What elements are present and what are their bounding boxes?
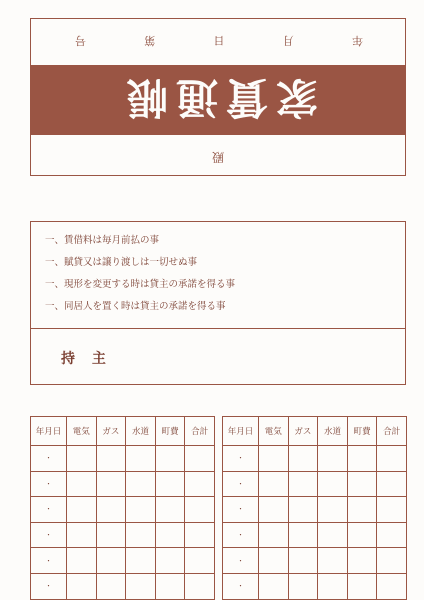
ledger-amount-cell xyxy=(185,573,215,599)
ledger-amount-cell xyxy=(347,548,377,574)
ledger-amount-cell xyxy=(259,522,289,548)
cover-field-day: 日 xyxy=(213,34,225,47)
cover-date-fields xyxy=(31,19,405,63)
ledger-amount-cell xyxy=(288,497,318,523)
cover-field-dai: 第 xyxy=(144,34,156,47)
ledger-amount-cell xyxy=(126,522,156,548)
cover-field-year: 年 xyxy=(352,34,363,47)
ledger-amount-cell xyxy=(67,573,97,599)
ledger-row xyxy=(31,497,215,523)
ledger-row xyxy=(223,548,407,574)
ledger-header-row xyxy=(31,417,215,446)
header-town-fee: 町費 xyxy=(347,417,377,446)
header-town-fee: 町費 xyxy=(155,417,185,446)
ledger-amount-cell xyxy=(155,548,185,574)
ledger-amount-cell xyxy=(347,497,377,523)
ledger-amount-cell xyxy=(347,471,377,497)
ledger-header-row xyxy=(223,417,407,446)
ledger-date-cell: ・ xyxy=(31,497,67,523)
ledger-amount-cell xyxy=(377,497,407,523)
ledger-amount-cell xyxy=(318,497,348,523)
ledger-row xyxy=(223,446,407,472)
ledger-row xyxy=(31,573,215,599)
header-gas: ガス xyxy=(288,417,318,446)
header-date: 年月日 xyxy=(223,417,259,446)
ledger-date-cell: ・ xyxy=(223,497,259,523)
ledger-date-cell: ・ xyxy=(31,573,67,599)
ledger-amount-cell xyxy=(318,446,348,472)
rules-box xyxy=(30,221,406,385)
rules-divider xyxy=(31,328,405,329)
ledger-amount-cell xyxy=(347,573,377,599)
header-date: 年月日 xyxy=(31,417,67,446)
ledger-amount-cell xyxy=(288,471,318,497)
ledger-amount-cell xyxy=(185,497,215,523)
document-title: 家賃通帳 xyxy=(117,73,318,122)
ledger-amount-cell xyxy=(259,548,289,574)
ledger-amount-cell xyxy=(126,573,156,599)
ledger-amount-cell xyxy=(67,446,97,472)
ledger-amount-cell xyxy=(96,522,126,548)
ledger-row xyxy=(31,446,215,472)
ledger-date-cell: ・ xyxy=(31,522,67,548)
cover xyxy=(30,18,406,176)
ledger-amount-cell xyxy=(318,471,348,497)
ledger-amount-cell xyxy=(288,446,318,472)
ledger-amount-cell xyxy=(67,471,97,497)
ledger-row xyxy=(223,471,407,497)
ledger-amount-cell xyxy=(259,471,289,497)
addressee-suffix: 殿 xyxy=(211,149,224,164)
ledger-amount-cell xyxy=(318,548,348,574)
ledger-amount-cell xyxy=(185,548,215,574)
ledger-amount-cell xyxy=(96,573,126,599)
ledger-amount-cell xyxy=(377,471,407,497)
header-total: 合計 xyxy=(185,417,215,446)
ledger-date-cell: ・ xyxy=(223,471,259,497)
ledger-amount-cell xyxy=(377,446,407,472)
ledger-amount-cell xyxy=(96,471,126,497)
ledger-amount-cell xyxy=(96,497,126,523)
cover-addressee xyxy=(31,137,405,177)
ledger-amount-cell xyxy=(259,446,289,472)
ledger-amount-cell xyxy=(126,497,156,523)
ledger-amount-cell xyxy=(259,573,289,599)
rules-list xyxy=(45,230,235,318)
ledger-amount-cell xyxy=(155,471,185,497)
ledger-amount-cell xyxy=(155,573,185,599)
ledger-amount-cell xyxy=(67,497,97,523)
ledger-date-cell: ・ xyxy=(31,446,67,472)
ledger-date-cell: ・ xyxy=(223,446,259,472)
header-electricity: 電気 xyxy=(259,417,289,446)
cover-field-number: 号 xyxy=(75,34,86,47)
ledger-amount-cell xyxy=(155,522,185,548)
ledger-row xyxy=(31,471,215,497)
ledger-row xyxy=(223,522,407,548)
ledger-date-cell: ・ xyxy=(223,548,259,574)
ledger-amount-cell xyxy=(377,573,407,599)
header-water: 水道 xyxy=(126,417,156,446)
ledger-date-cell: ・ xyxy=(31,471,67,497)
ledger-amount-cell xyxy=(318,573,348,599)
ledger-amount-cell xyxy=(347,446,377,472)
ledger-amount-cell xyxy=(259,497,289,523)
ledger-amount-cell xyxy=(185,471,215,497)
header-total: 合計 xyxy=(377,417,407,446)
ledger-amount-cell xyxy=(377,548,407,574)
ledger-amount-cell xyxy=(126,471,156,497)
cover-field-month: 月 xyxy=(282,34,294,47)
ledger-amount-cell xyxy=(318,522,348,548)
ledger-amount-cell xyxy=(155,497,185,523)
ledger-amount-cell xyxy=(377,522,407,548)
rule-item: 一、現形を変更する時は貸主の承諾を得る事 xyxy=(45,279,236,290)
ledger-amount-cell xyxy=(155,446,185,472)
header-gas: ガス xyxy=(96,417,126,446)
header-water: 水道 xyxy=(318,417,348,446)
ledger-row xyxy=(223,573,407,599)
ledger-amount-cell xyxy=(185,446,215,472)
rule-item: 一、同居人を置く時は貸主の承諾を得る事 xyxy=(45,301,226,312)
rule-item: 一、賃借料は毎月前払の事 xyxy=(45,235,160,246)
ledger-amount-cell xyxy=(288,548,318,574)
ledger-amount-cell xyxy=(288,522,318,548)
ledger-date-cell: ・ xyxy=(223,522,259,548)
ledger-date-cell: ・ xyxy=(223,573,259,599)
ledger-amount-cell xyxy=(126,446,156,472)
ledger-row xyxy=(31,522,215,548)
ledger-amount-cell xyxy=(288,573,318,599)
header-electricity: 電気 xyxy=(67,417,97,446)
ledger-row xyxy=(31,548,215,574)
title-band xyxy=(31,65,405,135)
ledger-row xyxy=(223,497,407,523)
rule-item: 一、賦貸又は譲り渡しは一切せぬ事 xyxy=(45,257,198,268)
owner-label: 持 主 xyxy=(61,351,112,367)
ledger-amount-cell xyxy=(347,522,377,548)
ledger-table-right xyxy=(222,416,407,600)
ledger-amount-cell xyxy=(126,548,156,574)
ledger-amount-cell xyxy=(67,522,97,548)
ledger-table-left xyxy=(30,416,215,600)
ledger-date-cell: ・ xyxy=(31,548,67,574)
ledger-amount-cell xyxy=(67,548,97,574)
ledger-amount-cell xyxy=(96,548,126,574)
ledger-amount-cell xyxy=(96,446,126,472)
ledger-amount-cell xyxy=(185,522,215,548)
